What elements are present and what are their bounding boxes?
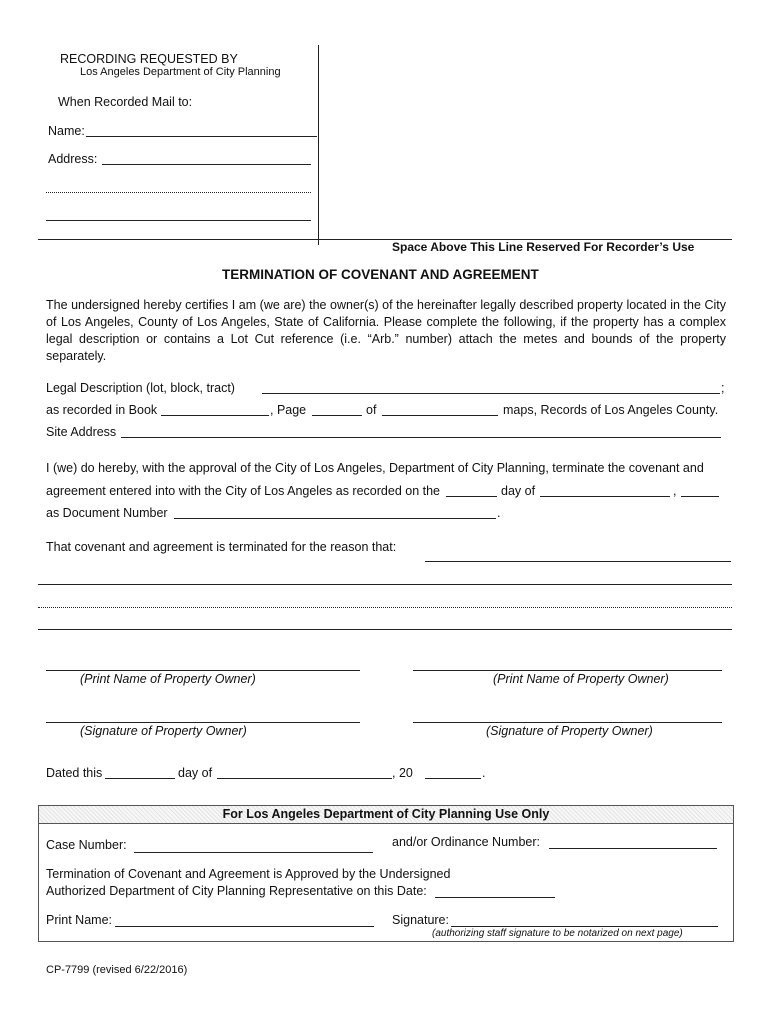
legal-description-label: Legal Description (lot, block, tract) xyxy=(46,381,235,395)
site-address-field[interactable] xyxy=(121,437,721,438)
name-label: Name: xyxy=(48,124,85,138)
approved-line-1: Termination of Covenant and Agreement is Approved by the Undersigned xyxy=(46,867,451,881)
ordinance-number-field[interactable] xyxy=(549,848,717,849)
signature-field-1[interactable] xyxy=(46,722,360,723)
recorded-in-book-label: as recorded in Book xyxy=(46,403,158,417)
staff-signature-label: Signature: xyxy=(392,913,449,927)
office-use-box xyxy=(38,805,734,942)
maps-records-label: maps, Records of Los Angeles County. xyxy=(503,403,719,417)
staff-print-name-field[interactable] xyxy=(115,926,374,927)
print-name-field-2[interactable] xyxy=(413,670,722,671)
print-name-caption-2: (Print Name of Property Owner) xyxy=(493,672,669,686)
dated-year-field[interactable] xyxy=(425,778,481,779)
approval-date-field[interactable] xyxy=(435,897,555,898)
reason-field-1[interactable] xyxy=(425,561,731,562)
date-comma: , xyxy=(673,484,677,498)
approved-line-2: Authorized Department of City Planning Representative on this Date: xyxy=(46,884,427,898)
office-use-heading: For Los Angeles Department of City Planning Use Only xyxy=(39,806,733,824)
address-field-1[interactable] xyxy=(102,164,311,165)
recording-requested-by: RECORDING REQUESTED BY xyxy=(60,52,238,66)
recorded-day-field[interactable] xyxy=(446,496,497,497)
name-field[interactable] xyxy=(86,136,317,137)
recorder-divider xyxy=(318,45,319,245)
signature-field-2[interactable] xyxy=(413,722,722,723)
page-title: TERMINATION OF COVENANT AND AGREEMENT xyxy=(222,267,539,282)
case-number-field[interactable] xyxy=(134,852,373,853)
reason-label: That covenant and agreement is terminated for the reason that: xyxy=(46,540,397,554)
document-number-period: . xyxy=(497,506,501,520)
requester-name: Los Angeles Department of City Planning xyxy=(80,66,281,78)
reason-field-4[interactable] xyxy=(38,629,732,630)
approval-line-1: I (we) do hereby, with the approval of the City of Los Angeles, Department of City Planning, terminate the covenant and xyxy=(46,461,704,475)
address-label: Address: xyxy=(48,152,98,166)
ordinance-number-label: and/or Ordinance Number: xyxy=(392,835,540,849)
document-number-label: as Document Number xyxy=(46,506,168,520)
legal-semicolon: ; xyxy=(721,381,725,395)
form-id: CP-7799 (revised 6/22/2016) xyxy=(46,964,188,976)
document-number-field[interactable] xyxy=(174,518,496,519)
dated-month-field[interactable] xyxy=(217,778,392,779)
address-field-3[interactable] xyxy=(46,220,311,221)
dated-year-prefix: , 20 xyxy=(392,766,413,780)
dated-this-label: Dated this xyxy=(46,766,103,780)
legal-description-field[interactable] xyxy=(262,393,720,394)
of-label: of xyxy=(366,403,377,417)
reason-field-3[interactable] xyxy=(38,607,732,608)
day-of-label: day of xyxy=(501,484,536,498)
site-address-label: Site Address xyxy=(46,425,117,439)
dated-day-of-label: day of xyxy=(178,766,213,780)
intro-paragraph: The undersigned hereby certifies I am (we are) the owner(s) of the hereinafter legally described property located in the City of Los Angeles, County of Los Angeles, State of California. Please complete the following, if the property has a complex legal description or contains a Lot Cut reference (i.e. “Arb.” number) attach the metes and bounds of the property separately. xyxy=(46,298,726,363)
print-name-label: Print Name: xyxy=(46,913,112,927)
address-field-2[interactable] xyxy=(46,192,311,193)
staff-signature-field[interactable] xyxy=(451,926,718,927)
print-name-caption-1: (Print Name of Property Owner) xyxy=(80,672,256,686)
dated-period: . xyxy=(482,766,486,780)
print-name-field-1[interactable] xyxy=(46,670,360,671)
case-number-label: Case Number: xyxy=(46,838,127,852)
reason-field-2[interactable] xyxy=(38,584,732,585)
page-field[interactable] xyxy=(312,415,362,416)
approval-line-2: agreement entered into with the City of Los Angeles as recorded on the xyxy=(46,484,440,498)
when-recorded-label: When Recorded Mail to: xyxy=(58,95,193,109)
dated-day-field[interactable] xyxy=(105,778,175,779)
maps-field[interactable] xyxy=(382,415,498,416)
book-field[interactable] xyxy=(161,415,269,416)
signature-caption-2: (Signature of Property Owner) xyxy=(486,724,653,738)
recorded-year-field[interactable] xyxy=(681,496,719,497)
reserved-note: Space Above This Line Reserved For Recorder’s Use xyxy=(392,240,695,254)
page-label: , Page xyxy=(270,403,307,417)
signature-caption-1: (Signature of Property Owner) xyxy=(80,724,247,738)
notarize-note: (authorizing staff signature to be notarized on next page) xyxy=(432,928,683,939)
recorded-month-field[interactable] xyxy=(540,496,670,497)
